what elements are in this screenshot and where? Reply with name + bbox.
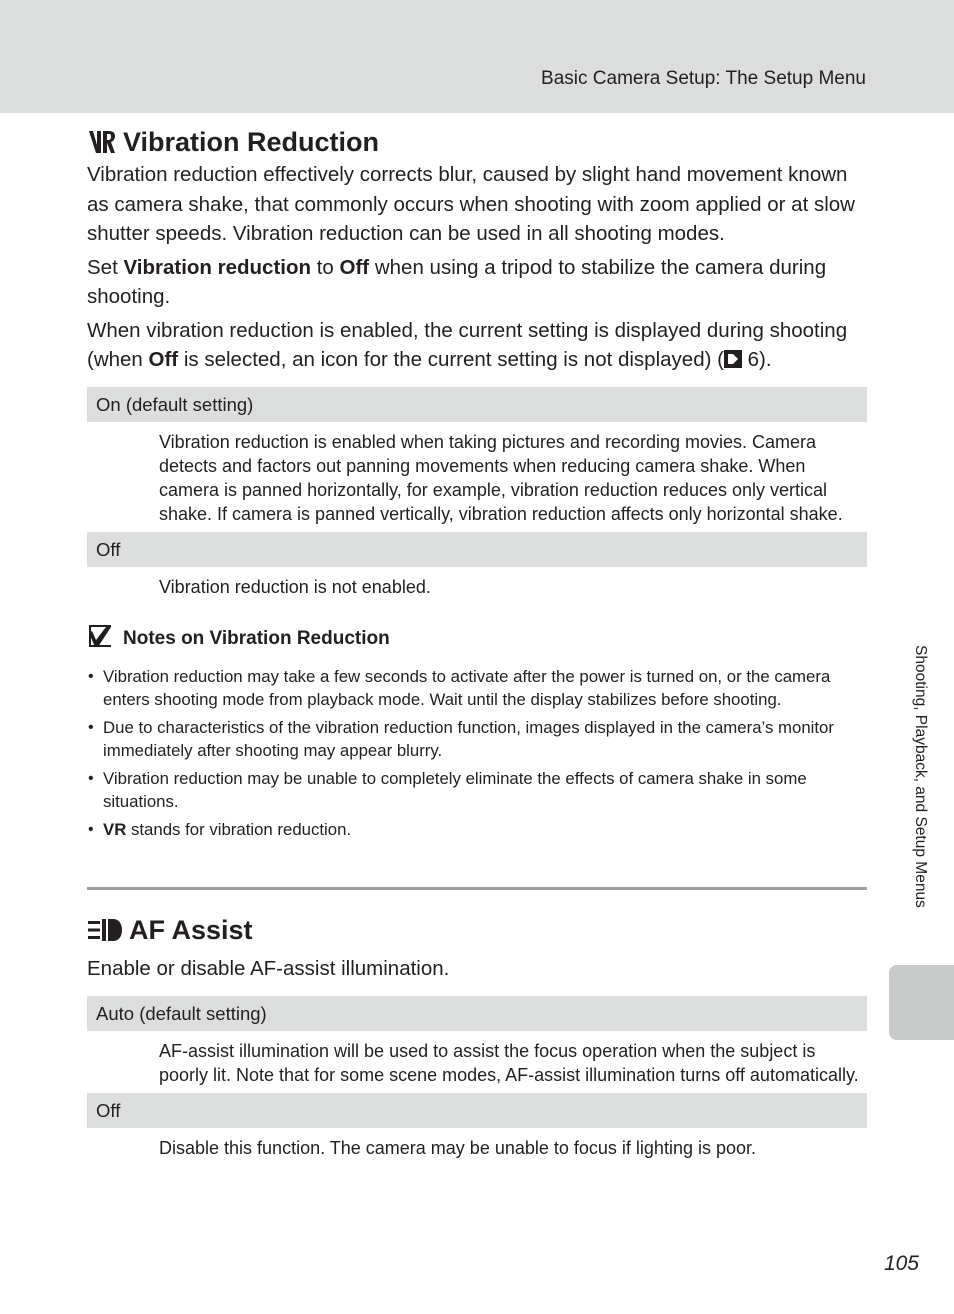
page-reference-icon: [724, 348, 742, 371]
notes-heading: [87, 623, 867, 655]
vr-options: [87, 387, 867, 605]
running-head: Basic Camera Setup: The Setup Menu: [541, 68, 866, 89]
side-tab[interactable]: [889, 965, 954, 1040]
text-run: 6).: [741, 348, 772, 371]
vr-title: Vibration Reduction: [123, 127, 380, 157]
note-item: [87, 767, 867, 814]
vr-heading: [87, 124, 867, 160]
vr-paragraph-2: [87, 253, 867, 312]
text-run: When vibration reduction is enabled, the current setting is displayed during shooting (when: [87, 318, 848, 371]
vr-paragraph-1: Vibration reduction effectively corrects blur, caused by slight hand movement known as camera shake, that commonly occurs when shooting with zoom applied or at slow shutter speeds. Vibration reduction can be used in all shooting modes.: [87, 163, 855, 245]
option-on-desc: Vibration reduction is enabled when taking pictures and recording movies. Camera detects and factors out panning movements when reducing camera shake. When camera is panned horizontally, for example, vibration reduction reduces only vertical shake. If camera is panned vertically, vibration reduction affects only horizontal shake.: [159, 431, 843, 524]
notes-list: [87, 665, 867, 842]
option-off-label: Off: [87, 532, 867, 567]
option-on-label: On (default setting): [87, 387, 867, 422]
note-bold: VR: [103, 819, 127, 839]
note-item: [87, 716, 867, 763]
page-content: [87, 124, 867, 1166]
af-assist-icon: [87, 917, 123, 943]
side-tab-label: Shooting, Playback, and Setup Menus: [912, 645, 929, 908]
check-note-icon: [87, 623, 113, 655]
bullet: •: [88, 667, 94, 685]
vr-paragraph-3: [87, 316, 867, 375]
notes-title: Notes on Vibration Reduction: [123, 627, 390, 649]
note-item: [87, 818, 867, 842]
af-intro: Enable or disable AF-assist illumination.: [87, 957, 450, 980]
af-heading: [87, 912, 867, 948]
bold-run: Off: [148, 348, 179, 371]
option-auto-desc: AF-assist illumination will be used to assist the focus operation when the subject is poorly lit. Note that for some scene modes, AF-assist illumination turns off automatically.: [159, 1040, 859, 1085]
bullet: •: [88, 820, 94, 838]
note-text: Vibration reduction may be unable to completely eliminate the effects of camera shake in some situations.: [103, 768, 807, 811]
bold-run: Vibration reduction: [123, 255, 312, 279]
text-run: to: [311, 255, 340, 279]
af-title: AF Assist: [129, 915, 253, 945]
page-number: 105: [883, 1252, 919, 1275]
note-text: stands for vibration reduction.: [126, 819, 352, 839]
note-item: [87, 665, 867, 712]
bullet: •: [88, 769, 94, 787]
section-divider: [87, 887, 867, 890]
option-off-desc: Vibration reduction is not enabled.: [159, 576, 431, 597]
text-run: when using a tripod to stabilize the camera during shooting.: [87, 255, 827, 308]
header-band: [0, 0, 954, 113]
af-options: [87, 996, 867, 1166]
option-off-desc: Disable this function. The camera may be unable to focus if lighting is poor.: [159, 1137, 756, 1158]
option-off-label: Off: [87, 1093, 867, 1128]
bullet: •: [88, 718, 94, 736]
bold-run: Off: [339, 255, 370, 279]
note-text: Due to characteristics of the vibration reduction function, images displayed in the camera’s monitor immediately after shooting may appear blurry.: [103, 717, 834, 760]
vibration-reduction-icon: [87, 129, 117, 155]
text-run: is selected, an icon for the current setting is not displayed) (: [178, 348, 724, 371]
text-run: Set: [87, 255, 124, 279]
note-text: Vibration reduction may take a few seconds to activate after the power is turned on, or the camera enters shooting mode from playback mode. Wait until the display stabilizes before shooting.: [103, 666, 831, 709]
option-auto-label: Auto (default setting): [87, 996, 867, 1031]
